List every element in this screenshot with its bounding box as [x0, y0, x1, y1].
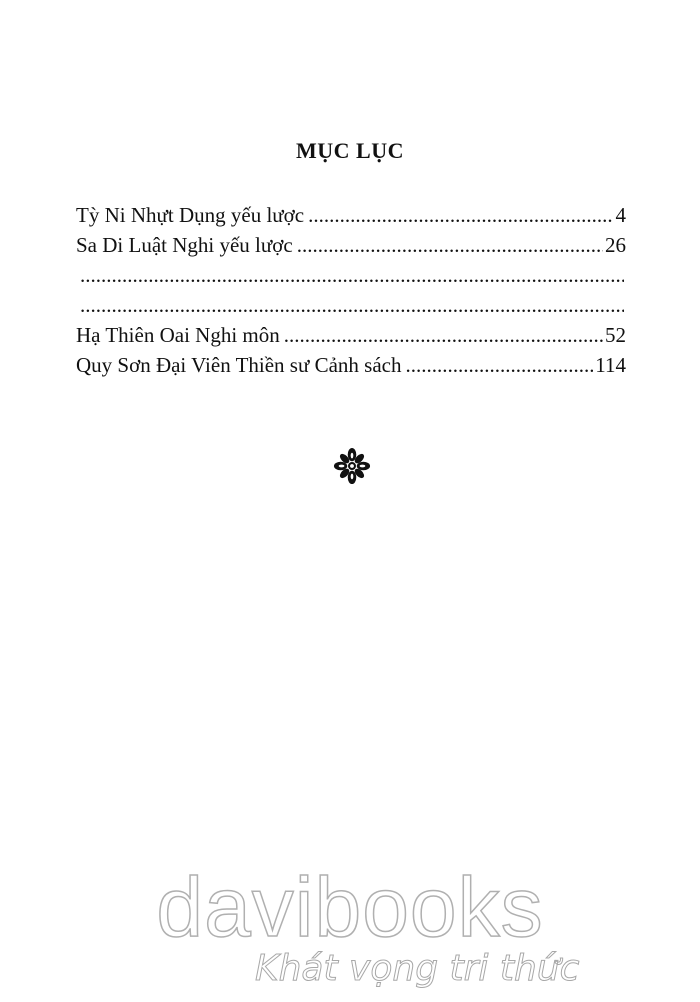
toc-entry — [76, 320, 626, 350]
toc-dot-leader — [80, 260, 624, 290]
flower-ornament-icon — [333, 447, 371, 485]
toc-dot-leader — [308, 200, 613, 230]
toc-entry-page: 114 — [595, 353, 626, 377]
toc-entry — [76, 290, 626, 320]
watermark-slogan: Khát vọng tri thức — [255, 948, 580, 989]
toc-title: MỤC LỤC — [296, 138, 404, 163]
toc-entry-title: Hạ Thiên Oai Nghi môn — [76, 323, 280, 347]
toc-entry — [76, 350, 626, 380]
toc-entry-title: Sa Di Luật Nghi yếu lược — [76, 233, 293, 257]
toc-dot-leader — [80, 290, 624, 320]
toc-entry-page: 4 — [615, 203, 626, 227]
toc-dot-leader — [297, 230, 603, 260]
toc-entry-title: Quy Sơn Đại Viên Thiền sư Cảnh sách — [76, 353, 402, 377]
toc-list — [76, 200, 626, 380]
watermark — [0, 860, 700, 989]
toc-entry — [76, 260, 626, 290]
toc-dot-leader — [284, 320, 603, 350]
watermark-brand: davibooks — [156, 860, 544, 954]
toc-entry-page: 52 — [605, 323, 626, 347]
toc-entry-title: Tỳ Ni Nhựt Dụng yếu lược — [76, 203, 305, 227]
toc-entry — [76, 200, 626, 230]
toc-entry-page: 26 — [605, 233, 626, 257]
toc-dot-leader — [406, 350, 594, 380]
toc-entry — [76, 230, 626, 260]
